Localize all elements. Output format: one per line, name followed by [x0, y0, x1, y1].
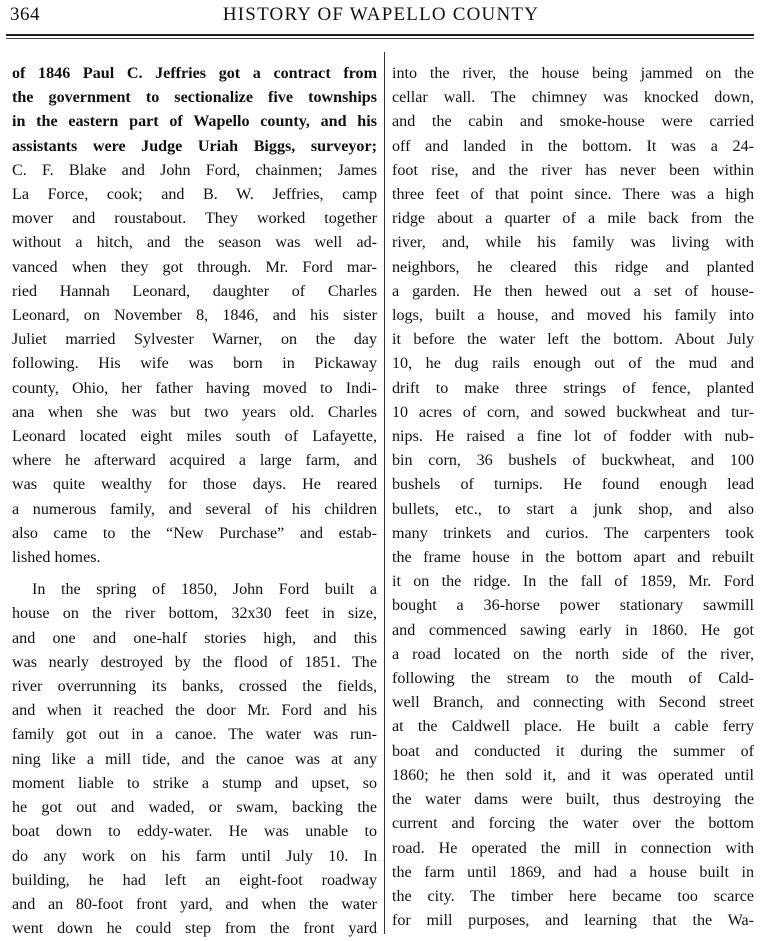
text-line: was quite wealthy for those days. He reared	[12, 476, 377, 494]
text-line: house on the river bottom, 32x30 feet in size,	[12, 605, 377, 623]
right-column	[392, 62, 754, 933]
text-line: do any work on his farm until July 10. In	[12, 847, 377, 865]
text-line: three feet of that point since. There was a high	[392, 186, 754, 204]
text-line: current and forcing the water over the bottom	[392, 815, 754, 833]
text-line: the government to sectionalize five townships	[12, 89, 377, 107]
text-line: ning like a mill tide, and the canoe was at any	[12, 750, 377, 768]
text-line: nips. He raised a fine lot of fodder with nub-	[392, 428, 754, 446]
text-line: for mill purposes, and learning that the Wa-	[392, 912, 754, 930]
text-line: and commenced sawing early in 1860. He got	[392, 621, 754, 639]
text-line: 10, he dug rails enough out of the mud and	[392, 355, 754, 373]
text-line: drift to make three strings of fence, planted	[392, 379, 754, 397]
text-line: and an 80-foot front yard, and when the water	[12, 895, 377, 913]
text-line: river overrunning its banks, crossed the fields,	[12, 678, 377, 696]
page-header	[6, 2, 756, 28]
text-line: logs, built a house, and moved his family into	[392, 307, 754, 325]
text-line: road. He operated the mill in connection with	[392, 839, 754, 857]
text-line: family got out in a canoe. The water was run-	[12, 726, 377, 744]
text-line: following. His wife was born in Pickaway	[12, 355, 377, 373]
text-line: bushels of turnips. He found enough lead	[392, 476, 754, 494]
text-line: foot rise, and the river has never been within	[392, 161, 754, 179]
text-line: of 1846 Paul C. Jeffries got a contract from	[12, 65, 377, 82]
text-line: cellar wall. The chimney was knocked down,	[392, 89, 754, 107]
header-rule-thin	[6, 38, 754, 39]
text-line: assistants were Judge Uriah Biggs, surveyor;	[12, 137, 377, 155]
page-number: 364	[10, 4, 40, 25]
text-line: moment liable to strike a stump and upset, so	[12, 774, 377, 792]
text-line: went down he could step from the front yard	[12, 920, 377, 938]
left-column	[12, 62, 377, 941]
text-line: without a hitch, and the season was well ad-	[12, 234, 377, 252]
text-line: 1860; he then sold it, and it was operated until	[392, 766, 754, 784]
text-line: the water dams were built, thus destroying the	[392, 791, 754, 809]
text-line: neighbors, he cleared this ridge and planted	[392, 258, 754, 276]
text-line: well Branch, and connecting with Second street	[392, 694, 754, 712]
text-line: boat and conducted it during the summer of	[392, 742, 754, 760]
text-line: Juliet married Sylvester Warner, on the day	[12, 331, 377, 349]
text-line: in the eastern part of Wapello county, and his	[12, 113, 377, 131]
text-line: La Force, cook; and B. W. Jeffries, camp	[12, 186, 377, 204]
header-rule	[6, 34, 754, 36]
text-line: In the spring of 1850, John Ford built a	[32, 581, 377, 599]
text-line: a road located on the north side of the river,	[392, 645, 754, 663]
text-line: also came to the “New Purchase” and estab-	[12, 524, 377, 542]
text-line: off and landed in the bottom. It was a 24-	[392, 137, 754, 155]
text-line: ana when she was but two years old. Charles	[12, 403, 377, 421]
text-line: boat down to eddy-water. He was unable to	[12, 823, 377, 841]
paragraph-gap	[12, 570, 377, 578]
text-line: the frame house in the bottom apart and rebuilt	[392, 549, 754, 567]
text-line: building, he had left an eight-foot roadway	[12, 871, 377, 889]
paragraph	[392, 62, 754, 933]
text-line: bin corn, 36 bushels of buckwheat, and 100	[392, 452, 754, 470]
text-line: Leonard, on November 8, 1846, and his sister	[12, 307, 377, 325]
column-divider	[384, 52, 385, 934]
running-head: HISTORY OF WAPELLO COUNTY	[222, 4, 540, 25]
text-line: lished homes.	[12, 549, 101, 567]
text-line: vanced when they got through. Mr. Ford mar-	[12, 258, 377, 276]
text-line: into the river, the house being jammed on the	[392, 65, 754, 82]
text-line: a numerous family, and several of his children	[12, 500, 377, 518]
text-line: following the stream to the mouth of Cald-	[392, 670, 754, 688]
text-line: and the cabin and smoke-house were carried	[392, 113, 754, 131]
text-line: ried Hannah Leonard, daughter of Charles	[12, 282, 377, 300]
text-line: and when it reached the door Mr. Ford and his	[12, 702, 377, 720]
text-line: the city. The timber here became too scarce	[392, 887, 754, 905]
text-line: where he afterward acquired a large farm, and	[12, 452, 377, 470]
text-line: ridge about a quarter of a mile back from the	[392, 210, 754, 228]
text-line: many trinkets and curios. The carpenters took	[392, 524, 754, 542]
text-line: bought a 36-horse power stationary sawmill	[392, 597, 754, 615]
paragraph	[12, 578, 377, 941]
text-line: it on the ridge. In the fall of 1859, Mr. Ford	[392, 573, 754, 591]
text-line: was nearly destroyed by the flood of 1851. The	[12, 653, 377, 671]
text-line: it before the water left the bottom. About July	[392, 331, 754, 349]
text-line: the farm until 1869, and had a house built in	[392, 863, 754, 881]
paragraph	[12, 62, 377, 570]
text-line: river, and, while his family was living with	[392, 234, 754, 252]
text-line: he got out and waded, or swam, backing the	[12, 799, 377, 817]
text-line: 10 acres of corn, and sowed buckwheat and tur-	[392, 403, 754, 421]
text-line: bullets, etc., to start a junk shop, and also	[392, 500, 754, 518]
text-line: county, Ohio, her father having moved to Indi-	[12, 379, 377, 397]
text-line: mover and roustabout. They worked together	[12, 210, 377, 228]
text-line: Leonard located eight miles south of Lafayette,	[12, 428, 377, 446]
text-line: at the Caldwell place. He built a cable ferry	[392, 718, 754, 736]
text-line: C. F. Blake and John Ford, chainmen; James	[12, 161, 377, 179]
text-line: and one and one-half stories high, and this	[12, 629, 377, 647]
text-line: a garden. He then hewed out a set of house-	[392, 282, 754, 300]
